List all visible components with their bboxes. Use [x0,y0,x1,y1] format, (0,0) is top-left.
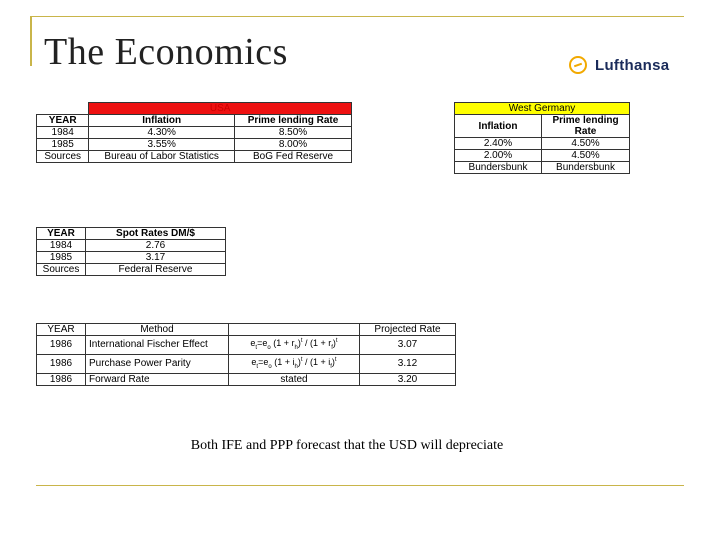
germany-prime-rate-source: Bundersbunk [542,162,630,174]
lufthansa-logo [569,56,669,74]
usa-table-blank-cell [37,103,89,115]
forecast-rate: 3.07 [360,336,456,355]
forecast-year: 1986 [37,354,86,373]
usa-year: 1984 [37,127,89,139]
germany-header: West Germany [455,103,630,115]
table-row [455,162,630,174]
ppp-formula: $e_t=e_o$ $(1 + i_h)^t / (1 + i_f)^t$ [229,354,360,373]
spot-rates-table [36,227,226,276]
usa-prime-rate: 8.00% [235,139,352,151]
usa-year: 1985 [37,139,89,151]
table-row [37,354,456,373]
table-row [37,139,352,151]
forecast-table [36,323,456,386]
germany-prime-rate: 4.50% [542,150,630,162]
spot-sources-label: Sources [37,264,86,276]
usa-prime-rate: 8.50% [235,127,352,139]
forecast-rate: 3.20 [360,373,456,385]
forecast-year: 1986 [37,373,86,385]
forecast-method: International Fischer Effect [86,336,229,355]
forecast-col-projected-rate: Projected Rate [360,324,456,336]
table-row [37,336,456,355]
forecast-method: Forward Rate [86,373,229,385]
germany-prime-rate: 4.50% [542,138,630,150]
logo-wordmark: Lufthansa [595,56,670,74]
spot-source: Federal Reserve [86,264,226,276]
forecast-method: Purchase Power Parity [86,354,229,373]
germany-col-prime-rate: Prime lending Rate [542,115,630,138]
usa-header: USA [89,103,352,115]
usa-sources-label: Sources [37,151,89,163]
forecast-year: 1986 [37,336,86,355]
germany-inflation: 2.00% [455,150,542,162]
spot-year: 1985 [37,252,86,264]
forecast-col-year: YEAR [37,324,86,336]
conclusion-note [0,438,720,454]
ife-formula: $e_t=e_o$ $(1 + r_h)^t / (1 + r_f)^t$ [229,336,360,355]
spot-col-year: YEAR [37,228,86,240]
spot-rate: 3.17 [86,252,226,264]
table-row [455,150,630,162]
table-row [37,151,352,163]
forecast-rate: 3.12 [360,354,456,373]
usa-inflation: 4.30% [89,127,235,139]
page-title: The Economics [44,31,288,73]
accent-top-line [32,16,684,17]
accent-vertical-line [30,16,32,66]
crane-icon [569,56,587,74]
forecast-col-formula [229,324,360,336]
usa-col-year: YEAR [37,115,89,127]
spot-rate: 2.76 [86,240,226,252]
table-row [37,252,226,264]
germany-col-inflation: Inflation [455,115,542,138]
conclusion-text: Both IFE and PPP forecast that the USD will depreciate [190,438,504,453]
forward-rate-calc: stated [229,373,360,385]
germany-inflation-source: Bundersbunk [455,162,542,174]
germany-table [454,102,630,174]
usa-prime-rate-source: BoG Fed Reserve [235,151,352,163]
table-row [37,240,226,252]
usa-table [36,102,352,163]
table-row [37,264,226,276]
germany-inflation: 2.40% [455,138,542,150]
table-row [37,373,456,385]
usa-inflation: 3.55% [89,139,235,151]
table-row [455,138,630,150]
accent-bottom-line [36,485,684,486]
spot-year: 1984 [37,240,86,252]
usa-col-prime-rate: Prime lending Rate [235,115,352,127]
spot-col-rate: Spot Rates DM/$ [86,228,226,240]
usa-inflation-source: Bureau of Labor Statistics [89,151,235,163]
forecast-col-method: Method [86,324,229,336]
table-row [37,127,352,139]
usa-col-inflation: Inflation [89,115,235,127]
